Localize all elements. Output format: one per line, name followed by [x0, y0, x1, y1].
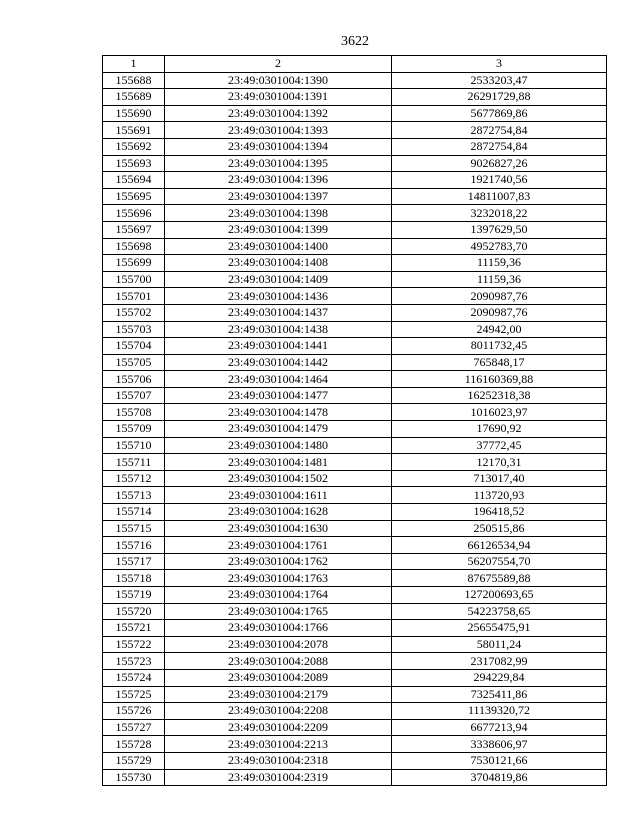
row-number-cell: 155722: [103, 636, 165, 653]
value-cell: 58011,24: [392, 636, 607, 653]
row-number-cell: 155726: [103, 703, 165, 720]
row-number-cell: 155701: [103, 288, 165, 305]
table-row: [103, 338, 607, 355]
table-row: [103, 89, 607, 106]
table-row: [103, 603, 607, 620]
row-number-cell: 155713: [103, 487, 165, 504]
row-number-cell: 155703: [103, 321, 165, 338]
table-row: [103, 686, 607, 703]
column-header-3: 3: [392, 56, 607, 73]
row-number-cell: 155714: [103, 504, 165, 521]
value-cell: 2872754,84: [392, 138, 607, 155]
row-number-cell: 155710: [103, 437, 165, 454]
cadastral-number-cell: 23:49:0301004:1398: [165, 205, 392, 222]
value-cell: 250515,86: [392, 520, 607, 537]
table-header: [103, 56, 607, 73]
row-number-cell: 155700: [103, 271, 165, 288]
table-row: [103, 188, 607, 205]
cadastral-number-cell: 23:49:0301004:1441: [165, 338, 392, 355]
table-row: [103, 587, 607, 604]
table-row: [103, 288, 607, 305]
table-row: [103, 387, 607, 404]
value-cell: 11159,36: [392, 271, 607, 288]
value-cell: 196418,52: [392, 504, 607, 521]
table-row: [103, 321, 607, 338]
cadastral-value-table: [102, 55, 607, 786]
value-cell: 2090987,76: [392, 304, 607, 321]
cadastral-number-cell: 23:49:0301004:1762: [165, 553, 392, 570]
value-cell: 116160369,88: [392, 371, 607, 388]
table-row: [103, 255, 607, 272]
cadastral-number-cell: 23:49:0301004:1392: [165, 105, 392, 122]
header-row: [103, 56, 607, 73]
value-cell: 24942,00: [392, 321, 607, 338]
cadastral-number-cell: 23:49:0301004:2208: [165, 703, 392, 720]
row-number-cell: 155721: [103, 620, 165, 637]
value-cell: 3232018,22: [392, 205, 607, 222]
row-number-cell: 155689: [103, 89, 165, 106]
table-row: [103, 437, 607, 454]
row-number-cell: 155693: [103, 155, 165, 172]
table-row: [103, 238, 607, 255]
table-row: [103, 205, 607, 222]
cadastral-number-cell: 23:49:0301004:2319: [165, 769, 392, 786]
row-number-cell: 155694: [103, 172, 165, 189]
value-cell: 4952783,70: [392, 238, 607, 255]
table-row: [103, 72, 607, 89]
table-row: [103, 404, 607, 421]
value-cell: 25655475,91: [392, 620, 607, 637]
cadastral-number-cell: 23:49:0301004:1480: [165, 437, 392, 454]
table-row: [103, 537, 607, 554]
page-number: 3622: [341, 34, 369, 49]
row-number-cell: 155717: [103, 553, 165, 570]
table-row: [103, 122, 607, 139]
value-cell: 12170,31: [392, 454, 607, 471]
row-number-cell: 155716: [103, 537, 165, 554]
row-number-cell: 155709: [103, 421, 165, 438]
table-row: [103, 304, 607, 321]
row-number-cell: 155707: [103, 387, 165, 404]
cadastral-number-cell: 23:49:0301004:1391: [165, 89, 392, 106]
table-row: [103, 454, 607, 471]
row-number-cell: 155695: [103, 188, 165, 205]
table-row: [103, 620, 607, 637]
value-cell: 17690,92: [392, 421, 607, 438]
row-number-cell: 155720: [103, 603, 165, 620]
row-number-cell: 155705: [103, 354, 165, 371]
value-cell: 5677869,86: [392, 105, 607, 122]
value-cell: 765848,17: [392, 354, 607, 371]
table-row: [103, 769, 607, 786]
cadastral-number-cell: 23:49:0301004:1396: [165, 172, 392, 189]
cadastral-number-cell: 23:49:0301004:1394: [165, 138, 392, 155]
cadastral-number-cell: 23:49:0301004:1390: [165, 72, 392, 89]
value-cell: 8011732,45: [392, 338, 607, 355]
column-header-2: 2: [165, 56, 392, 73]
value-cell: 26291729,88: [392, 89, 607, 106]
value-cell: 2090987,76: [392, 288, 607, 305]
row-number-cell: 155711: [103, 454, 165, 471]
cadastral-number-cell: 23:49:0301004:1481: [165, 454, 392, 471]
value-cell: 11159,36: [392, 255, 607, 272]
cadastral-number-cell: 23:49:0301004:1502: [165, 470, 392, 487]
value-cell: 1397629,50: [392, 221, 607, 238]
value-cell: 14811007,83: [392, 188, 607, 205]
table-row: [103, 669, 607, 686]
row-number-cell: 155728: [103, 736, 165, 753]
cadastral-number-cell: 23:49:0301004:1409: [165, 271, 392, 288]
value-cell: 3704819,86: [392, 769, 607, 786]
cadastral-number-cell: 23:49:0301004:1399: [165, 221, 392, 238]
row-number-cell: 155718: [103, 570, 165, 587]
table-row: [103, 719, 607, 736]
value-cell: 294229,84: [392, 669, 607, 686]
row-number-cell: 155702: [103, 304, 165, 321]
row-number-cell: 155730: [103, 769, 165, 786]
cadastral-number-cell: 23:49:0301004:1400: [165, 238, 392, 255]
cadastral-number-cell: 23:49:0301004:1464: [165, 371, 392, 388]
cadastral-number-cell: 23:49:0301004:2078: [165, 636, 392, 653]
cadastral-number-cell: 23:49:0301004:1628: [165, 504, 392, 521]
row-number-cell: 155712: [103, 470, 165, 487]
cadastral-number-cell: 23:49:0301004:1408: [165, 255, 392, 272]
value-cell: 56207554,70: [392, 553, 607, 570]
cadastral-number-cell: 23:49:0301004:2089: [165, 669, 392, 686]
value-cell: 54223758,65: [392, 603, 607, 620]
table-body: [103, 72, 607, 786]
row-number-cell: 155706: [103, 371, 165, 388]
value-cell: 3338606,97: [392, 736, 607, 753]
cadastral-number-cell: 23:49:0301004:1438: [165, 321, 392, 338]
cadastral-number-cell: 23:49:0301004:2318: [165, 752, 392, 769]
table-row: [103, 470, 607, 487]
table-row: [103, 221, 607, 238]
value-cell: 11139320,72: [392, 703, 607, 720]
table-row: [103, 421, 607, 438]
value-cell: 16252318,38: [392, 387, 607, 404]
value-cell: 2317082,99: [392, 653, 607, 670]
row-number-cell: 155690: [103, 105, 165, 122]
row-number-cell: 155699: [103, 255, 165, 272]
table-row: [103, 487, 607, 504]
row-number-cell: 155715: [103, 520, 165, 537]
row-number-cell: 155696: [103, 205, 165, 222]
cadastral-number-cell: 23:49:0301004:1478: [165, 404, 392, 421]
row-number-cell: 155729: [103, 752, 165, 769]
value-cell: 713017,40: [392, 470, 607, 487]
table-row: [103, 138, 607, 155]
cadastral-number-cell: 23:49:0301004:1764: [165, 587, 392, 604]
row-number-cell: 155704: [103, 338, 165, 355]
cadastral-number-cell: 23:49:0301004:2213: [165, 736, 392, 753]
value-cell: 1016023,97: [392, 404, 607, 421]
value-cell: 2872754,84: [392, 122, 607, 139]
cadastral-number-cell: 23:49:0301004:1393: [165, 122, 392, 139]
row-number-cell: 155725: [103, 686, 165, 703]
table-row: [103, 653, 607, 670]
table-row: [103, 636, 607, 653]
row-number-cell: 155697: [103, 221, 165, 238]
cadastral-number-cell: 23:49:0301004:1765: [165, 603, 392, 620]
table-row: [103, 354, 607, 371]
table-row: [103, 736, 607, 753]
row-number-cell: 155688: [103, 72, 165, 89]
row-number-cell: 155727: [103, 719, 165, 736]
value-cell: 37772,45: [392, 437, 607, 454]
cadastral-number-cell: 23:49:0301004:1397: [165, 188, 392, 205]
cadastral-number-cell: 23:49:0301004:2088: [165, 653, 392, 670]
cadastral-number-cell: 23:49:0301004:1395: [165, 155, 392, 172]
cadastral-number-cell: 23:49:0301004:1763: [165, 570, 392, 587]
row-number-cell: 155724: [103, 669, 165, 686]
cadastral-number-cell: 23:49:0301004:1442: [165, 354, 392, 371]
table-row: [103, 105, 607, 122]
row-number-cell: 155719: [103, 587, 165, 604]
column-header-1: 1: [103, 56, 165, 73]
value-cell: 1921740,56: [392, 172, 607, 189]
table-row: [103, 570, 607, 587]
table-row: [103, 520, 607, 537]
value-cell: 7530121,66: [392, 752, 607, 769]
row-number-cell: 155691: [103, 122, 165, 139]
value-cell: 7325411,86: [392, 686, 607, 703]
row-number-cell: 155723: [103, 653, 165, 670]
value-cell: 113720,93: [392, 487, 607, 504]
cadastral-number-cell: 23:49:0301004:1766: [165, 620, 392, 637]
table-row: [103, 703, 607, 720]
table-row: [103, 553, 607, 570]
value-cell: 6677213,94: [392, 719, 607, 736]
cadastral-number-cell: 23:49:0301004:1761: [165, 537, 392, 554]
table-row: [103, 155, 607, 172]
cadastral-number-cell: 23:49:0301004:1477: [165, 387, 392, 404]
cadastral-number-cell: 23:49:0301004:1630: [165, 520, 392, 537]
value-cell: 127200693,65: [392, 587, 607, 604]
value-cell: 87675589,88: [392, 570, 607, 587]
cadastral-number-cell: 23:49:0301004:1479: [165, 421, 392, 438]
cadastral-number-cell: 23:49:0301004:1611: [165, 487, 392, 504]
table-row: [103, 504, 607, 521]
table-row: [103, 172, 607, 189]
value-cell: 9026827,26: [392, 155, 607, 172]
table-row: [103, 752, 607, 769]
cadastral-number-cell: 23:49:0301004:1437: [165, 304, 392, 321]
value-cell: 66126534,94: [392, 537, 607, 554]
row-number-cell: 155698: [103, 238, 165, 255]
cadastral-number-cell: 23:49:0301004:1436: [165, 288, 392, 305]
cadastral-number-cell: 23:49:0301004:2209: [165, 719, 392, 736]
cadastral-number-cell: 23:49:0301004:2179: [165, 686, 392, 703]
table-row: [103, 271, 607, 288]
row-number-cell: 155692: [103, 138, 165, 155]
value-cell: 2533203,47: [392, 72, 607, 89]
table-row: [103, 371, 607, 388]
row-number-cell: 155708: [103, 404, 165, 421]
